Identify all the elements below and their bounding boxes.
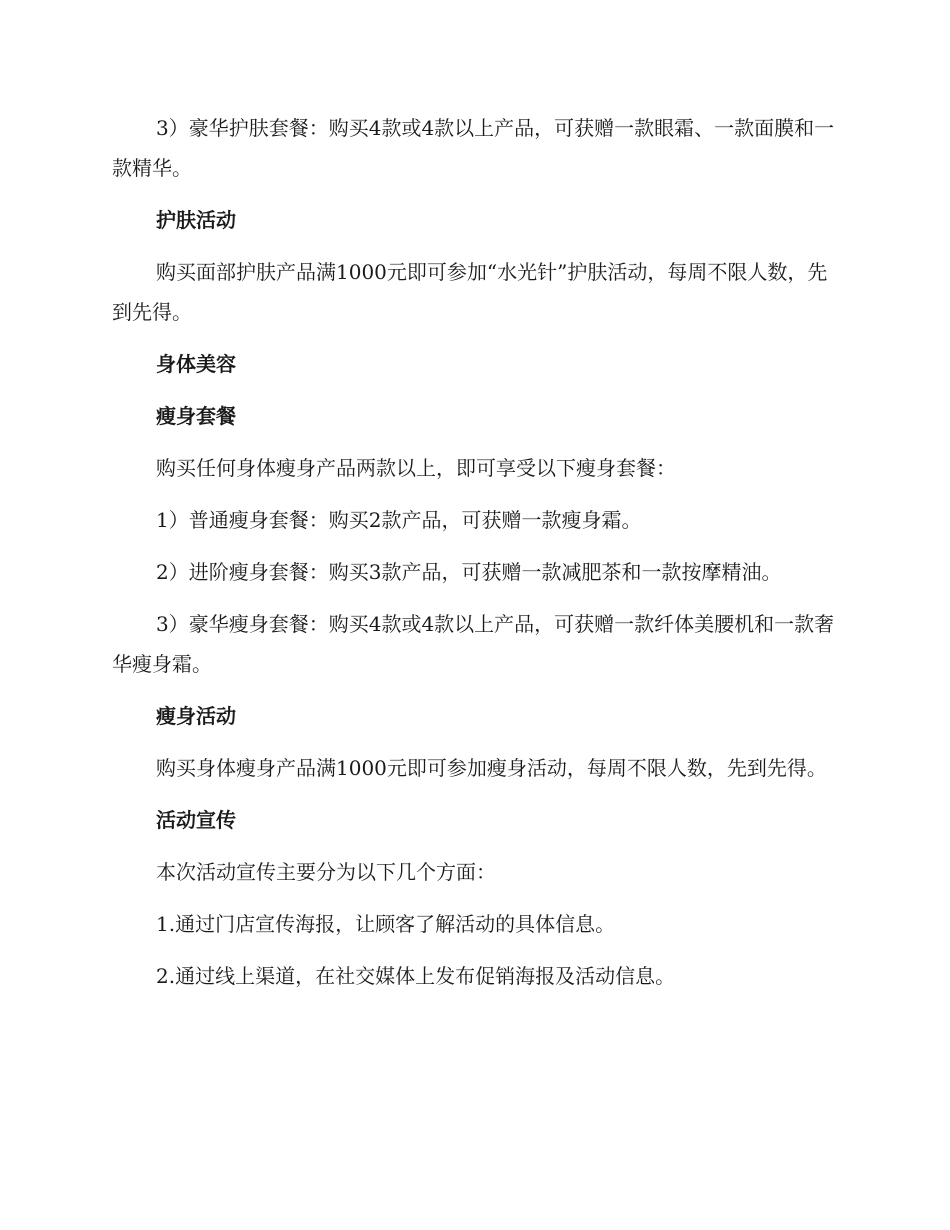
heading-body-beauty: 身体美容	[156, 352, 236, 376]
paragraph-slimming-event: 购买身体瘦身产品满1000元即可参加瘦身活动，每周不限人数，先到先得。	[156, 756, 827, 780]
heading-slimming-package: 瘦身套餐	[156, 404, 236, 428]
paragraph-luxury-slimming-package: 3）豪华瘦身套餐：购买4款或4款以上产品，可获赠一款纤体美腰机和一款奢华瘦身霜。	[112, 612, 835, 676]
heading-slimming-event: 瘦身活动	[156, 704, 236, 728]
paragraph-promotion-intro: 本次活动宣传主要分为以下几个方面：	[156, 860, 496, 884]
paragraph-skincare-event: 购买面部护肤产品满1000元即可参加“水光针”护肤活动，每周不限人数，先到先得。	[112, 260, 828, 324]
paragraph-basic-slimming-package: 1）普通瘦身套餐：购买2款产品，可获赠一款瘦身霜。	[156, 508, 642, 532]
heading-skincare-event: 护肤活动	[156, 208, 236, 232]
paragraph-promotion-store-posters: 1.通过门店宣传海报，让顾客了解活动的具体信息。	[156, 912, 616, 936]
heading-event-promotion: 活动宣传	[156, 808, 236, 832]
paragraph-slimming-intro: 购买任何身体瘦身产品两款以上，即可享受以下瘦身套餐：	[156, 456, 676, 480]
paragraph-promotion-online-channels: 2.通过线上渠道，在社交媒体上发布促销海报及活动信息。	[156, 964, 676, 988]
paragraph-advanced-slimming-package: 2）进阶瘦身套餐：购买3款产品，可获赠一款减肥茶和一款按摩精油。	[156, 560, 782, 584]
paragraph-luxury-skincare-package: 3）豪华护肤套餐：购买4款或4款以上产品，可获赠一款眼霜、一款面膜和一款精华。	[112, 116, 835, 180]
document-body	[112, 108, 836, 996]
